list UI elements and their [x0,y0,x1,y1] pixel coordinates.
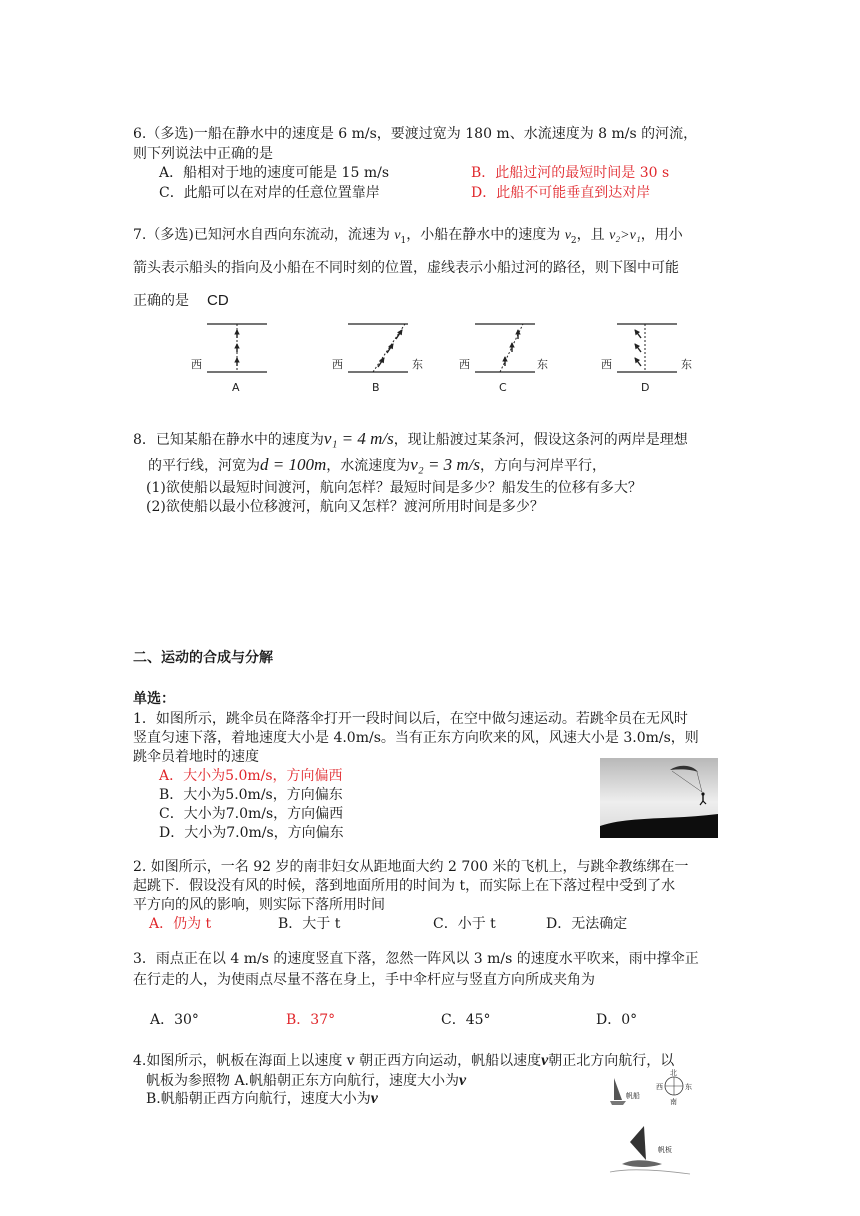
diagram-b-label: B [372,381,380,394]
q8-eq-v2: v₂ = 3 m/s [410,455,481,474]
s3-stem-line1: 3．雨点正在以 4 m/s 的速度竖直下落，忽然一阵风以 3 m/s 的速度水平吹来，雨中撑伞正 [133,951,699,967]
s1-stem-line2: 竖直匀速下落，着地速度大小是 4.0m/s。当有正东方向吹来的风，风速大小是 3.0m/s，则 [133,730,699,746]
s3-option-d: D．0° [596,1012,638,1028]
q8-stem-line1 [133,428,688,450]
q8-text2: ，现让船渡过某条河，假设这条河的两岸是理想 [393,432,688,448]
q8-stem-line2 [148,454,606,476]
q7-v2-sub: 2 [570,235,577,246]
q7-stem-text2: ，小船在静水中的速度为 [406,227,565,243]
s4-v-symbol-2: v [459,1072,467,1089]
diagram-a-west: 西 [191,358,202,371]
q8-text3: 的平行线，河宽为 [148,458,260,474]
q7-v1-symbol: v [394,228,401,243]
q7-stem-text5: 正确的是 [133,293,189,309]
s2-stem-line2: 起跳下．假设没有风的时候，落到地面所用的时间为 t，而实际上在下落过程中受到了水 [133,878,676,894]
sailing-figure [600,1068,710,1198]
parachute-photo [600,758,718,838]
single-choice-heading: 单选： [133,691,175,707]
q7-stem-line3 [133,292,229,311]
diagram-c [459,324,548,394]
q8-sub2: (2)欲使船以最小位移渡河，航向又怎样？渡河所用时间是多少？ [146,499,544,515]
q8-sub1: (1)欲使船以最短时间渡河，航向怎样？最短时间是多少？船发生的位移有多大？ [146,480,642,496]
s1-option-a: A．大小为5.0m/s，方向偏西 [159,768,343,784]
s3-option-a: A．30° [150,1012,199,1028]
diagram-d-east: 东 [681,358,692,371]
compass-east: 东 [685,1083,692,1091]
q6-option-b: B．此船过河的最短时间是 30 s [471,165,670,181]
s3-option-b: B．37° [286,1012,336,1028]
s2-option-a: A．仍为 t [149,916,212,932]
q8-text5: ，方向与河岸平行， [480,458,607,474]
compass-north: 北 [670,1069,677,1077]
diagram-d-west: 西 [601,358,612,371]
q7-river-diagrams [185,318,745,398]
q6-stem-line1: 6.（多选)一船在静水中的速度是 6 m/s，要渡过宽为 180 m、水流速度为 8 m/s 的河流， [133,126,698,142]
s3-stem-line2: 在行走的人，为使雨点尽量不落在身上，手中伞杆应与竖直方向所成夹角为 [133,972,595,988]
q7-answer: CD [207,292,229,309]
s4-v-symbol: v [541,1052,549,1069]
s2-option-c: C．小于 t [433,916,496,932]
diagram-c-west: 西 [459,358,470,371]
s4-text2: 朝正北方向航行，以 [548,1053,675,1069]
diagram-a-label: A [232,381,240,394]
diagram-b [332,324,423,394]
q7-v1-sub: 1 [400,235,407,246]
q8-eq-v1: v₁ = 4 m/s [323,429,394,448]
diagram-b-west: 西 [332,358,343,371]
section-title: 二、运动的合成与分解 [133,650,273,666]
s1-option-c: C．大小为7.0m/s，方向偏西 [159,806,344,822]
q6-option-a: A．船相对于地的速度可能是 15 m/s [159,165,390,181]
s2-option-d: D．无法确定 [546,916,628,932]
q8-text1: 8．已知某船在静水中的速度为 [133,432,324,448]
q7-stem-text1: 7.（多选)已知河水自西向东流动，流速为 [133,227,395,243]
s4-v-symbol-3: v [370,1090,378,1107]
s1-option-d: D．大小为7.0m/s，方向偏东 [159,825,344,841]
s4-text4: B.帆船朝正西方向航行，速度大小为 [146,1091,371,1107]
s1-stem-line3: 跳伞员着地时的速度 [133,749,259,765]
s3-option-c: C．45° [441,1012,491,1028]
compass-west: 西 [656,1083,663,1091]
s4-text1: 4.如图所示，帆板在海面上以速度 v 朝正西方向运动，帆船以速度 [133,1053,542,1069]
s2-option-b: B．大于 t [278,916,341,932]
sailboat-label: 帆船 [626,1092,640,1100]
q6-stem-line2: 则下列说法中正确的是 [133,146,273,162]
q7-stem-line2: 箭头表示船头的指向及小船在不同时刻的位置，虚线表示小船过河的路径，则下图中可能 [133,260,679,276]
s2-stem-line1: 2. 如图所示，一名 92 岁的南非妇女从距地面大约 2 700 米的飞机上，与跳伞教练绑在一 [133,859,689,875]
diagram-c-label: C [499,381,507,394]
sailboard-label: 帆板 [658,1146,672,1154]
s4-text3: 帆板为参照物 A.帆船朝正东方向航行，速度大小为 [146,1073,460,1089]
s4-stem-line2 [146,1071,466,1091]
s1-stem-line1: 1．如图所示，跳伞员在降落伞打开一段时间以后，在空中做匀速运动。若跳伞员在无风时 [133,711,688,727]
s1-option-b: B．大小为5.0m/s，方向偏东 [159,787,343,803]
q7-stem-line1 [133,227,683,247]
q8-text4: ，水流速度为 [326,458,411,474]
sailboard-icon [610,1126,690,1174]
diagram-c-east: 东 [537,358,548,371]
q7-v2-symbol: v [564,228,571,243]
sailboat-icon [610,1078,640,1105]
s4-option-b [146,1089,378,1109]
q6-option-d: D．此船不可能垂直到达对岸 [471,185,651,201]
s2-stem-line3: 平方向的风的影响，则实际下落所用时间 [133,897,385,913]
q7-relation: v₂>v₁ [609,228,641,243]
q6-option-c: C．此船可以在对岸的任意位置靠岸 [159,185,380,201]
diagram-d-label: D [641,381,650,394]
s4-stem-line1 [133,1051,674,1071]
compass-south: 南 [670,1098,677,1106]
diagram-a [191,324,267,394]
q8-eq-d: d = 100m [260,455,327,474]
diagram-d [601,324,692,394]
compass-icon [656,1068,692,1106]
q7-stem-text4: ，用小 [640,227,683,243]
q7-stem-text3: ，且 [576,227,610,243]
diagram-b-east: 东 [412,358,423,371]
